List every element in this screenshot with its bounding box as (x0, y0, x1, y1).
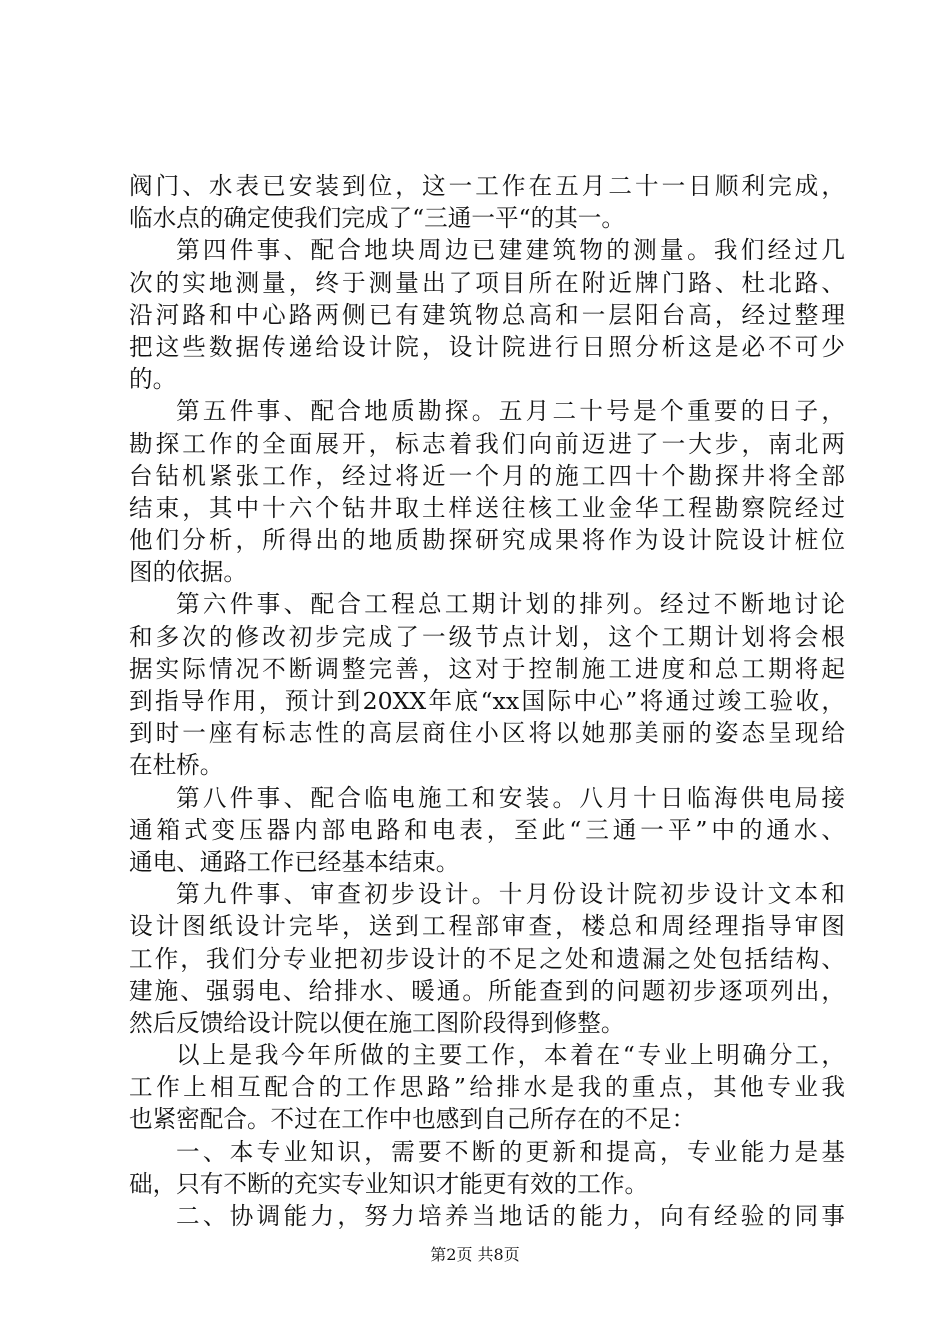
text-line: 据实际情况不断调整完善，这对于控制施工进度和总工期将起 (129, 654, 845, 683)
text-line: 临水点的确定使我们完成了“三通一平“的其一。 (129, 204, 625, 233)
text-line: 图的依据。 (129, 558, 247, 587)
text-line: 第九件事、审查初步设计。十月份设计院初步设计文本和 (176, 880, 845, 909)
text-line: 第六件事、配合工程总工期计划的排列。经过不断地讨论 (176, 590, 845, 619)
text-line: 以上是我今年所做的主要工作，本着在“专业上明确分工， (176, 1041, 845, 1070)
text-line: 工作上相互配合的工作思路”给排水是我的重点，其他专业我 (129, 1073, 845, 1102)
text-line: 次的实地测量，终于测量出了项目所在附近牌门路、杜北路、 (129, 268, 845, 297)
text-line: 的。 (129, 365, 177, 394)
page-footer: 第2页 共8页 (430, 1245, 520, 1264)
text-line: 第四件事、配合地块周边已建建筑物的测量。我们经过几 (176, 236, 845, 265)
text-line: 和多次的修改初步完成了一级节点计划，这个工期计划将会根 (129, 622, 845, 651)
text-line: 在杜桥。 (129, 751, 224, 780)
text-line: 第五件事、配合地质勘探。五月二十号是个重要的日子， (176, 397, 845, 426)
text-line: 结束，其中十六个钻井取土样送往核工业金华工程勘察院经过 (129, 493, 845, 522)
text-line: 二、协调能力，努力培养当地话的能力，向有经验的同事 (176, 1202, 845, 1230)
text-line: 阀门、水表已安装到位，这一工作在五月二十一日顺利完成， (129, 172, 845, 200)
text-line: 然后反馈给设计院以便在施工图阶段得到修整。 (129, 1008, 625, 1037)
text-line: 通电、通路工作已经基本结束。 (129, 847, 460, 876)
text-line: 台钻机紧张工作，经过将近一个月的施工四十个勘探井将全部 (129, 461, 845, 490)
document-body (129, 170, 845, 1232)
text-line: 到时一座有标志性的高层商住小区将以她那美丽的姿态呈现给 (129, 719, 845, 748)
text-line: 到指导作用，预计到20XX年底“xx国际中心”将通过竣工验收， (129, 687, 845, 715)
text-line: 工作，我们分专业把初步设计的不足之处和遗漏之处包括结构、 (129, 944, 845, 973)
text-line: 也紧密配合。不过在工作中也感到自己所存在的不足： (129, 1105, 696, 1134)
text-line: 勘探工作的全面展开，标志着我们向前迈进了一大步，南北两 (129, 429, 845, 458)
text-line: 设计图纸设计完毕，送到工程部审查，楼总和周经理指导审图 (129, 912, 845, 941)
text-line: 沿河路和中心路两侧已有建筑物总高和一层阳台高，经过整理 (129, 300, 845, 329)
text-line: 建施、强弱电、给排水、暖通。所能查到的问题初步逐项列出， (129, 976, 845, 1005)
text-line: 通箱式变压器内部电路和电表，至此“三通一平”中的通水、 (129, 815, 845, 844)
text-line: 把这些数据传递给设计院，设计院进行日照分析这是必不可少 (129, 332, 845, 361)
text-line: 第八件事、配合临电施工和安装。八月十日临海供电局接 (176, 783, 845, 812)
text-line: 一、本专业知识，需要不断的更新和提高，专业能力是基 (176, 1137, 845, 1166)
text-line: 他们分析，所得出的地质勘探研究成果将作为设计院设计桩位 (129, 526, 845, 555)
text-line: 础，只有不断的充实专业知识才能更有效的工作。 (129, 1169, 649, 1198)
